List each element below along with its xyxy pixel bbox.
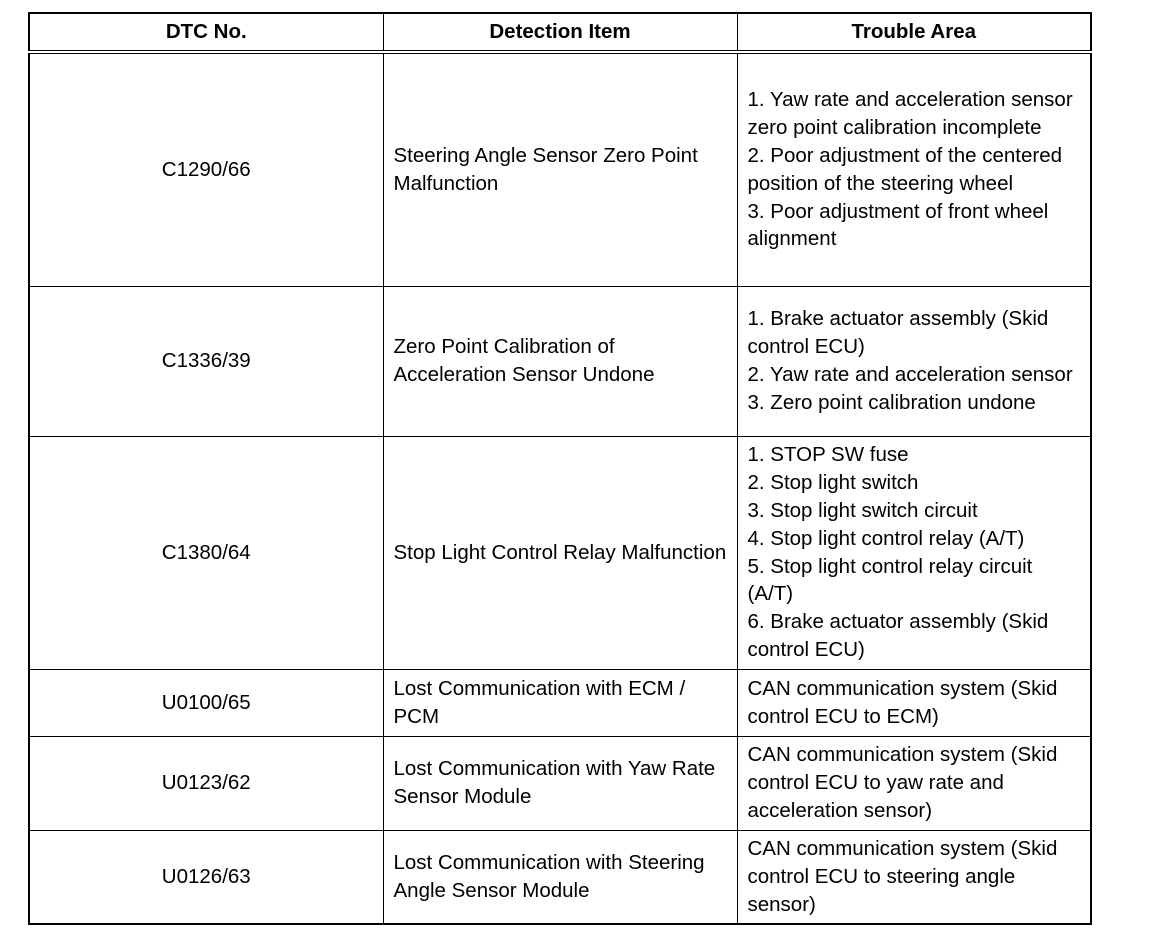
detection-item-cell: Stop Light Control Relay Malfunction <box>383 436 737 669</box>
trouble-area-line: 1. Yaw rate and acceleration sensor zero point calibration incomplete <box>747 88 1073 140</box>
dtc-code-cell: U0100/65 <box>29 669 383 736</box>
dtc-code-cell: C1336/39 <box>29 286 383 436</box>
trouble-area-line: CAN communication system (Skid control ECU to yaw rate and acceleration sensor) <box>747 743 1058 822</box>
table-row <box>29 436 1091 669</box>
table-row <box>29 736 1091 830</box>
trouble-area-line: 6. Brake actuator assembly (Skid control ECU) <box>747 610 1049 661</box>
detection-item-cell: Zero Point Calibration of Acceleration Sensor Undone <box>383 286 737 436</box>
trouble-area-line: 5. Stop light control relay circuit (A/T) <box>747 554 1033 606</box>
dtc-code-cell: C1380/64 <box>29 436 383 669</box>
header-dtc-no: DTC No. <box>29 13 383 52</box>
detection-item-cell: Steering Angle Sensor Zero Point Malfunction <box>383 52 737 286</box>
header-trouble-area: Trouble Area <box>737 13 1091 52</box>
detection-item-cell: Lost Communication with ECM / PCM <box>383 669 737 736</box>
detection-item-cell: Lost Communication with Steering Angle Sensor Module <box>383 830 737 924</box>
table-row <box>29 52 1091 286</box>
table-body <box>29 52 1091 924</box>
trouble-area-cell <box>737 436 1091 669</box>
trouble-area-cell <box>737 736 1091 830</box>
trouble-area-cell <box>737 830 1091 924</box>
trouble-area-line: 3. Poor adjustment of front wheel alignment <box>747 199 1049 251</box>
trouble-area-line: CAN communication system (Skid control ECU to steering angle sensor) <box>747 837 1058 916</box>
trouble-area-cell <box>737 669 1091 736</box>
dtc-code-cell: U0123/62 <box>29 736 383 830</box>
trouble-area-line: 1. STOP SW fuse <box>747 443 909 467</box>
dtc-code-cell: C1290/66 <box>29 52 383 286</box>
trouble-area-line: 1. Brake actuator assembly (Skid control ECU) <box>747 307 1049 359</box>
trouble-area-line: 2. Stop light switch <box>747 471 919 495</box>
trouble-area-cell <box>737 286 1091 436</box>
trouble-area-line: CAN communication system (Skid control ECU to ECM) <box>747 676 1058 728</box>
trouble-area-line: 2. Poor adjustment of the centered position of the steering wheel <box>747 143 1063 195</box>
header-row <box>29 13 1091 52</box>
trouble-area-cell <box>737 52 1091 286</box>
trouble-area-line: 3. Stop light switch circuit <box>747 498 978 522</box>
detection-item-cell: Lost Communication with Yaw Rate Sensor Module <box>383 736 737 830</box>
dtc-table <box>28 12 1092 925</box>
table-row <box>29 286 1091 436</box>
trouble-area-line: 4. Stop light control relay (A/T) <box>747 526 1025 550</box>
table-row <box>29 669 1091 736</box>
table-row <box>29 830 1091 924</box>
trouble-area-line: 2. Yaw rate and acceleration sensor <box>747 363 1073 386</box>
header-detection-item: Detection Item <box>383 13 737 52</box>
table-header <box>29 13 1091 52</box>
dtc-code-cell: U0126/63 <box>29 830 383 924</box>
trouble-area-line: 3. Zero point calibration undone <box>747 390 1036 414</box>
